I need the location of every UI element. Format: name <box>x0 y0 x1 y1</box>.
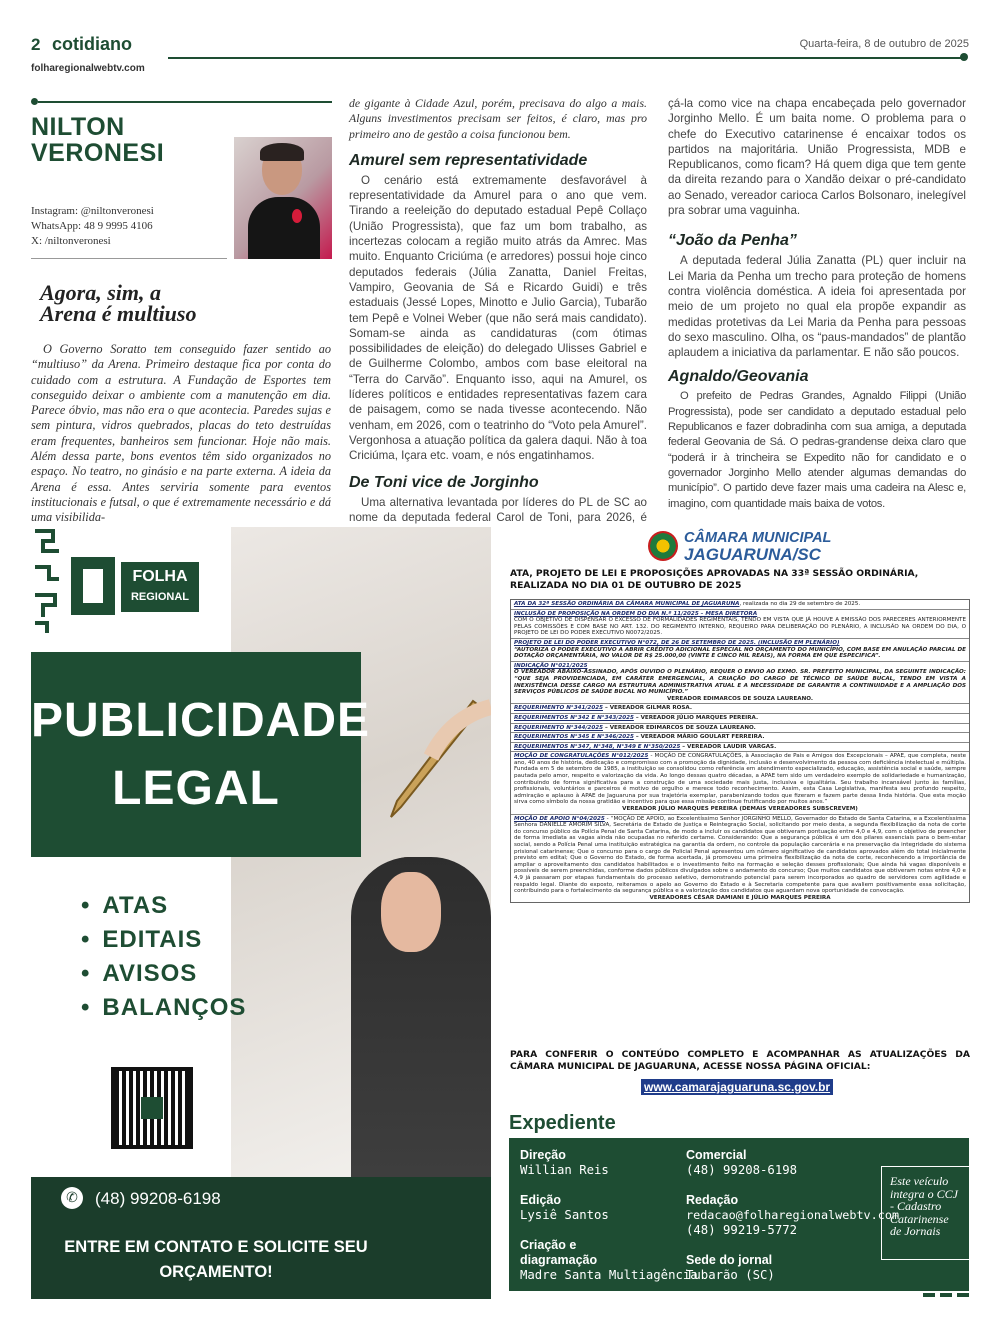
ad-title-line-1: PUBLICIDADE <box>31 694 371 747</box>
comercial-label: Comercial <box>686 1148 747 1162</box>
ad-title <box>31 687 371 823</box>
table-row: REQUERIMENTOS N°345 E N°346/2025 – VEREADOR MÁRIO GOULART FERREIRA. <box>511 733 969 743</box>
author-contacts <box>31 204 154 249</box>
edicao-value: Lysiê Santos <box>520 1208 609 1222</box>
column-dot <box>31 98 38 105</box>
paragraph-agnaldo: O prefeito de Pedras Grandes, Agnaldo Filippi (União Progressista), pode ser candidato a deputado estadual pelo Republicanos e fazer dobradinha com sua amiga, a deputada federal Geovania de Sá. O pedras-grandense deixa claro que “poderá ir à trincheira se Expedito não for candidato e o governador Jorginho Mello atender algumas demandas do município”. O partido deve fazer mais uma cadeira na Alesc e, imagino, com quantidade mais baixa de votos. <box>668 390 966 510</box>
headline-line-2: Arena é multiuso <box>40 301 197 326</box>
ad-call-to-action <box>51 1235 381 1285</box>
table-row: REQUERIMENTOS N°347, N°348, N°349 E N°350/2025 – VEREADOR LAUDIR VARGAS. <box>511 743 969 753</box>
direcao-value: Willian Reis <box>520 1163 609 1177</box>
camara-logo-icon <box>648 531 678 561</box>
sede-label: Sede do jornal <box>686 1253 773 1267</box>
table-row: REQUERIMENTO N°341/2025 – VEREADOR GILMAR ROSA. <box>511 704 969 714</box>
table-row: INCLUSÃO DE PROPOSIÇÃO NA ORDEM DO DIA N.º 11/2025 – MESA DIRETORA COM O OBJETIVO DE DISPENSAR O EXCESSO DE FORMALIDADES REGIMENTAIS, TENDO EM VISTA QUE JÁ HOUVE A EMISSÃO DOS PARECERES ANTERIORMENTE PELAS COMISSÕES E COM BASE NO ART. 132. DO REGIMENTO INTERNO, REQUEIRO PARA DELIBERAÇÃO DO PLENÁRIO, A INCLUSÃO NA ORDEM DO DIA, O PROJETO DE LEI DO PODER EXECUTIVO N0072/2025. <box>511 610 969 639</box>
site-url[interactable]: folharegionalwebtv.com <box>31 63 145 74</box>
headline-line-1: Agora, sim, a <box>40 280 162 305</box>
paragraph-amurel: O cenário está extremamente desfavorável à representatividade da Amurel para o ano que vem. Tirando a reeleição do deputado estadual Pepê Collaço (União Progressista), que faz um bom trabalho, as incertezas colocam a região muito atrás da Amrec. Mas muito. Enquanto Criciúma (e arredores) possui hoje cinco deputados federais (Júlia Zanatta, Daniel Freitas, Vampiro, Geovania de Sá e Ricardo Guidi) e três estaduais (Jessé Lopes, Minotto e Julio Garcia), Tubarão tem Pepê e Volnei Weber (que não será mais candidato). Somam-se ainda as candidaturas (com ótimas possibilidades de eleição) do delegado Ulisses Gabriel e de Guilherme Colombo, ambos com base eleitoral na “Terra do Carvão”. Enquanto isso, aqui na Amurel, os líderes políticos e entidades representativas fazem cara de paisagem, como se nada tivesse acontecendo. Não venham, em 2026, com o teatrinho do “Voto pela Amurel”. Vergonhosa a atuação política da galera daqui. Não à toa Criciúma, Içara etc. voam, e nós engatinhamos. <box>349 173 647 463</box>
intro-continuation: de gigante à Cidade Azul, porém, precisava do algo a mais. Alguns investimentos precisam ser feitos, é claro, mas pro primeiro ano de gestão a coisa funcionou bem. <box>349 96 647 141</box>
ad-service-list <box>81 889 246 1025</box>
table-row: ATA DA 32ª SESSÃO ORDINÁRIA DA CÂMARA MUNICIPAL DE JAGUARUNA, realizada no dia 29 de setembro de 2025. <box>511 600 969 610</box>
subhead-de-toni: De Toni vice de Jorginho <box>349 473 539 491</box>
whatsapp-icon: ✆ <box>61 1187 83 1209</box>
table-row: MOÇÃO DE CONGRATULAÇÕES N°012/2025 - MOÇÃO DE CONGRATULAÇÕES, à Associação de Pais e Amigos dos Excepcionais – APAE, que completa, neste ano, 40 anos de história, dedicação e compromisso com a promoção da dignidade, inclusão e desenvolvimento da pessoa com deficiência intelectual e múltipla. Fundada em 5 de setembro de 1985, a instituição se consolidou como referência em atendimento especializado, educação, assistência social e saúde, sempre pautada pelo amor, respeito e valorização da vida. Ao longo dessas quatro décadas, a APAE tem sido um verdadeiro exemplo de solidariedade e humanização, contribuindo de forma significativa para a construção de uma sociedade mais justa, inclusiva e igualitária. Seu trabalho incansável junto às famílias, profissionais, voluntários e parceiros é motivo de orgulho e merece todo reconhecimento. Assim, esta Casa Legislativa, manifesta seu profundo respeito, admiração e aplauso à APAE de Jaguaruna por sua trajetória exemplar, parabenizando todos que fizeram e fazem parte dessa linda história. Que esta moção sirva como símbolo da nossa gratidão e incentivo para que essa missão continue frutificando por muitos anos.” VEREADOR JÚLIO MARQUES PEREIRA (DEMAIS VEREADORES SUBSCREVEM) <box>511 752 969 814</box>
direcao-label: Direção <box>520 1148 566 1162</box>
cta-line-1: ENTRE EM CONTATO E SOLICITE SEU <box>64 1238 368 1256</box>
paragraph-de-toni: Uma alternativa levantada por líderes do PL de SC ao nome da deputada federal Carol de Toni, para 2026, é <box>349 495 647 524</box>
camara-name-line-2: JAGUARUNA/SC <box>684 545 821 564</box>
contacts-divider <box>31 258 227 259</box>
criacao-value: Madre Santa Multiagência <box>520 1268 698 1282</box>
folha-regional-logo <box>71 557 199 615</box>
paragraph-joao-da-penha: A deputada federal Júlia Zanatta (PL) quer incluir na Lei Maria da Penha um trecho para proteção de homens contra violência doméstica. A ideia foi apresentada por meio de um projeto no qual ela propõe expandir as medidas protetivas da Lei Maria da Penha para pessoas do sexo masculino. Olha, os “paus-mandados” de plantão aplaudem a iniciativa da parlamentar. E não são poucos. <box>668 254 966 360</box>
author-photo <box>234 137 332 259</box>
notice-footer: PARA CONFERIR O CONTEÚDO COMPLETO E ACOMPANHAR AS ATUALIZAÇÕES DA CÂMARA MUNICIPAL DE JAGUARUNA, ACESSE NOSSA PÁGINA OFICIAL: <box>510 1049 970 1072</box>
notice-heading: ATA, PROJETO DE LEI E PROPOSIÇÕES APROVADAS NA 33ª SESSÃO ORDINÁRIA, REALIZADA NO DIA 01 DE OUTUBRO DE 2025 <box>510 568 919 591</box>
ccj-badge: Este veículo integra o CCJ - Cadastro Catarinense de Jornais <box>881 1166 971 1260</box>
propositions-table <box>510 599 970 903</box>
redacao-label: Redação <box>686 1193 739 1207</box>
column-rule <box>38 101 332 103</box>
camara-website-link[interactable]: www.camarajaguaruna.sc.gov.br <box>641 1079 833 1095</box>
author-line-2: VERONESI <box>31 139 165 167</box>
footer-dashes <box>923 1293 969 1297</box>
table-row: PROJETO DE LEI DO PODER EXECUTIVO N°072, DE 26 DE SETEMBRO DE 2025. (INCLUSÃO EM PLENÁRIO) “AUTORIZA O PODER EXECUTIVO A ABRIR CRÉDITO ADICIONAL ESPECIAL NO ORÇAMENTO DO MUNICÍPIO, COM BASE EM ANULAÇÃO PARCIAL DE DOTAÇÃO ORÇAMENTÁRIA, NO VALOR DE R$ 25.000,00 (VINTE E CINCO MIL REAIS), NA FORMA EM QUE ESPECIFICA”. <box>511 639 969 662</box>
cta-line-2: ORÇAMENTO! <box>159 1263 273 1281</box>
author-line-1: NILTON <box>31 113 125 141</box>
logo-line-1: FOLHA <box>132 568 188 585</box>
service-avisos: • AVISOS <box>81 957 246 991</box>
paragraph-de-toni-cont: çá-la como vice na chapa encabeçada pelo governador Jorginho Mello. É um baita nome. O problema para o chefe do Executivo catarinense é encaixar todos os partidos na majoritária. União Progressista, MDB e Republicanos, como ficam? Há quem diga que tem gente da direita rezando para o Xandão deixar o pré-candidato ao Senado, vereador carioca Carlos Bolsonaro, inelegível pra sobrar uma vaguinha. <box>668 97 966 218</box>
table-row: INDICAÇÃO N°021/2025 O VEREADOR ABAIXO-ASSINADO, APÓS OUVIDO O PLENÁRIO, REQUER O ENVIO AO EXMO. SR. PREFEITO MUNICIPAL, DA SEGUINTE INDICAÇÃO: “QUE SEJA PROVIDENCIADA, EM CARÁTER EMERGENCIAL, A CRIAÇÃO DO CARGO DE TÉCNICO DE SAÚDE BUCAL, TENDO EM VISTA A INEXISTÊNCIA DESSE CARGO NA ESTRUTURA ADMINISTRATIVA ATUAL E A NECESSIDADE DE GARANTIR A CONTINUIDADE E A AMPLIAÇÃO DOS SERVIÇOS PÚBLICOS DE SAÚDE BUCAL NO MUNICÍPIO.” VEREADOR EDIMARCOS DE SOUZA LAUREANO. <box>511 662 969 705</box>
whatsapp-contact: WhatsApp: 48 9 9995 4106 <box>31 220 153 232</box>
legal-publicity-ad[interactable] <box>31 527 491 1299</box>
header-dot <box>960 53 968 61</box>
weekday: Quarta-feira, <box>799 38 862 50</box>
sede-value: Tubarão (SC) <box>686 1268 775 1282</box>
column-2 <box>349 96 647 540</box>
expediente-box <box>509 1138 969 1291</box>
service-atas: • ATAS <box>81 889 246 923</box>
header-rule <box>168 57 964 59</box>
column-3 <box>668 96 966 512</box>
author-name <box>31 114 221 166</box>
service-editais: • EDITAIS <box>81 923 246 957</box>
ad-decoration <box>31 527 71 641</box>
pen-icon <box>361 697 491 827</box>
x-contact: X: /niltonveronesi <box>31 235 111 247</box>
camara-name <box>684 531 831 563</box>
page-number: 2 <box>31 35 41 54</box>
main-headline <box>40 282 300 324</box>
edicao-label: Edição <box>520 1193 561 1207</box>
camara-name-line-1: CÂMARA MUNICIPAL <box>684 530 832 546</box>
subhead-amurel: Amurel sem representatividade <box>349 151 588 169</box>
instagram-contact: Instagram: @niltonveronesi <box>31 205 154 217</box>
comercial-value[interactable]: (48) 99208-6198 <box>686 1163 798 1177</box>
table-row: MOÇÃO DE APOIO N°04/2025 - “MOÇÃO DE APOIO, ao Excelentíssimo Senhor JORGINHO MELLO, Governador do Estado de Santa Catarina, e a Excelentíssima Senhora DANIELLE AMORIM SILVA, Secretária de Estado de Justiça e Reintegração Social, solicitando por meio desta, a segunda flexibilização da nota de corte do concurso público da Polícia Penal de Santa Catarina, de modo a incluir os candidatos que obtiveram pontuação entre 4,0 e 4,9, com o objetivo de preencher de forma imediata as vagas ainda não ocupadas no referido certame. Considerando: Que a segurança pública é um dos pilares essenciais para o bem-estar social, sendo a Polícia Penal uma instituição estratégica na garantia da ordem, no controle da população carcerária e na preservação da integridade do sistema prisional catarinense; Que o concurso para o cargo de Policial Penal apresentou um número significativo de candidatos aprovados além do total inicialmente previsto em edital; Que o Governo do Estado, de forma acertada, já promoveu uma primeira flexibilização da nota de corte, reconhecendo a importância de ampliar o aproveitamento dos candidatos habilitados e o investimento feito na formação e seleção desses profissionais; Que ainda há vagas disponíveis e possíveis de serem preenchidas, conforme dados públicos divulgados sobre o andamento do concurso; Que muitos candidatos que obtiveram notas entre 4,0 e 4,9 já passaram por etapas fundamentais do processo seletivo, demonstrando potencial para serem incorporados ao quadro de servidores com agilidade e respaldo legal. Diante do exposto, reiteramos o apelo ao Governo do Estado e à Secretaria competente para que avaliem positivamente essa solicitação, contribuindo para o fortalecimento da segurança pública e a valorização dos candidatos que aguardam nova oportunidade de convocação. VEREADORES CÉSAR DAMIANI E JÚLIO MARQUES PEREIRA <box>514 815 966 901</box>
table-row: REQUERIMENTOS N°342 E N°343/2025 – VEREADOR JÚLIO MARQUES PEREIRA. <box>511 714 969 724</box>
table-row: REQUERIMENTO N°344/2025 – VEREADOR EDIMARCOS DE SOUZA LAUREANO. <box>511 724 969 734</box>
service-balancos: • BALANÇOS <box>81 991 246 1025</box>
section-name: cotidiano <box>52 34 132 54</box>
issue-date <box>800 38 969 50</box>
qr-code[interactable] <box>111 1067 193 1149</box>
subhead-agnaldo-geovania: Agnaldo/Geovania <box>668 368 809 386</box>
ad-phone-number[interactable]: (48) 99208-6198 <box>95 1189 221 1208</box>
logo-line-2: REGIONAL <box>130 591 190 603</box>
expediente-title: Expediente <box>509 1112 616 1134</box>
subhead-joao-da-penha: “João da Penha” <box>668 232 797 250</box>
redacao-phone[interactable]: (48) 99219-5772 <box>686 1223 798 1237</box>
redacao-email[interactable]: redacao@folharegionalwebtv.com <box>686 1208 900 1222</box>
camara-notice <box>508 527 972 1107</box>
date-text: 8 de outubro de 2025 <box>864 38 969 50</box>
intro-paragraph: O Governo Soratto tem conseguido fazer sentido ao “multiuso” da Arena. Primeiro destaque fica por conta do cuidado com a estrutura. A Fundação de Esportes tem conseguido deixar o ambiente com a manutenção em dia. Parece óbvio, mas não era o que acontecia. Paredes sujas e sem pintura, vidros quebrados, placas do teto destruídas eram frequentes, banheiros sem funcionar. Hoje não mais. Além dessa parte, bons eventos têm sido organizados no espaço. No teatro, no ginásio e na parte externa. A ideia da Arena é essa. Antes serviria somente para eventos institucionais e futsal, o que é extremamente necessário e dá uma visibilida- <box>31 342 331 525</box>
criacao-label: Criação e diagramação <box>520 1238 598 1267</box>
woman-face <box>381 872 441 952</box>
ad-title-line-2: LEGAL <box>112 762 280 815</box>
